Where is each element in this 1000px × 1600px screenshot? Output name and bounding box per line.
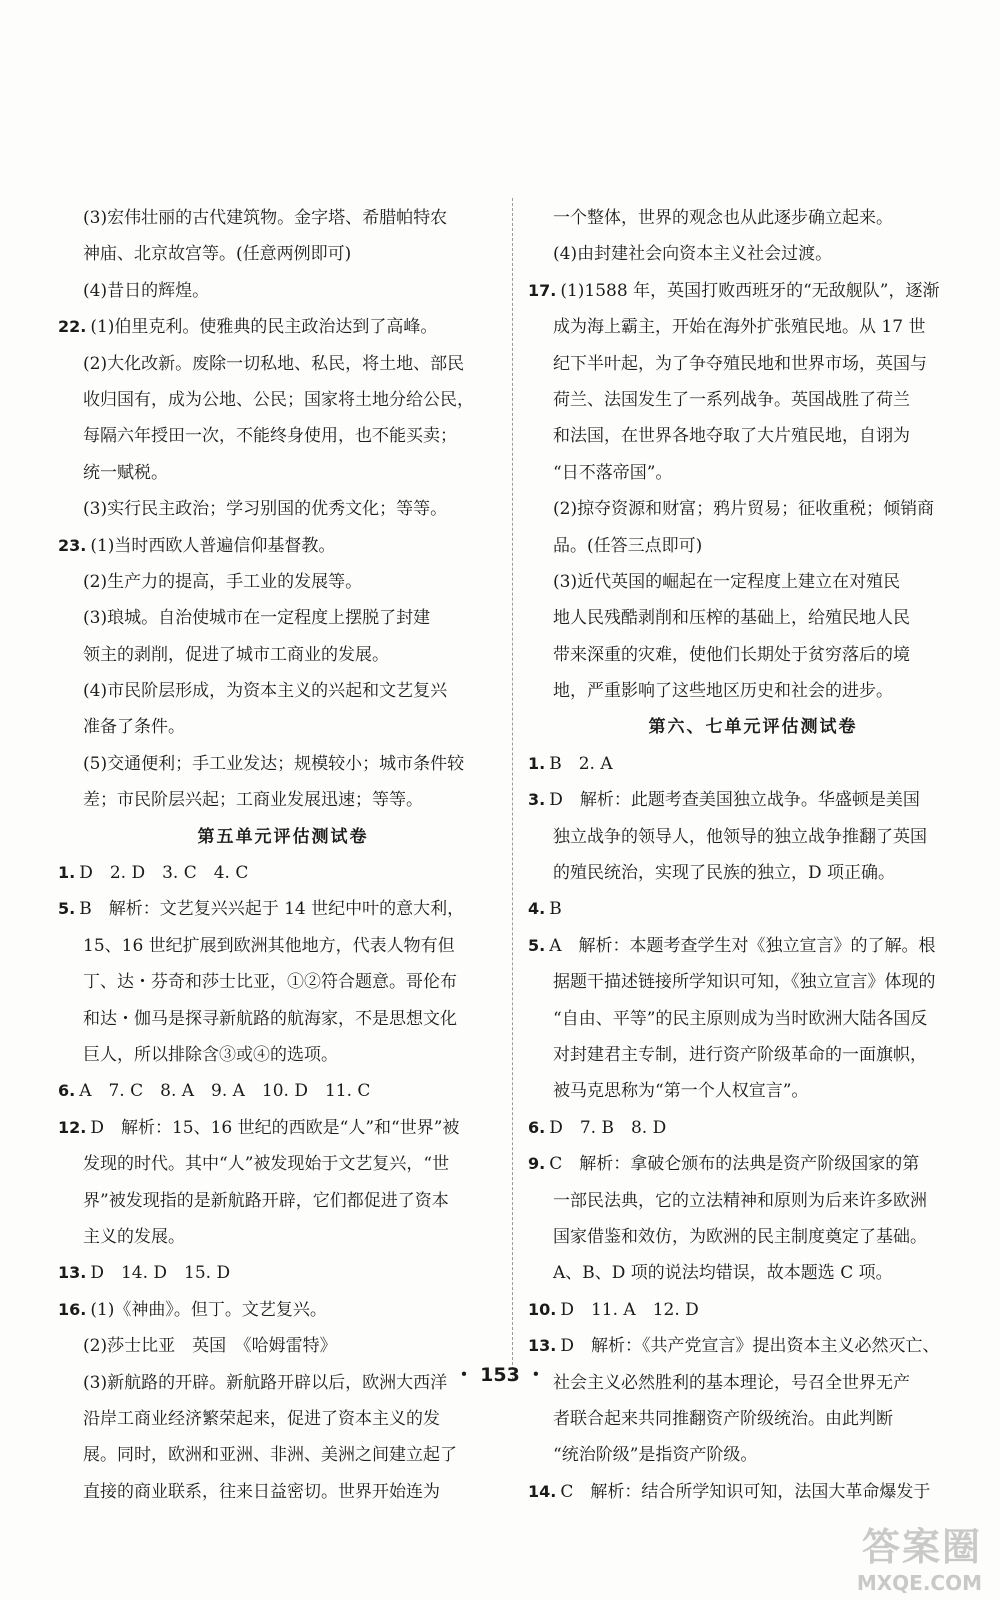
answer-line: [58, 236, 508, 272]
watermark-name: 答案圈: [861, 1525, 982, 1569]
answer-line: [58, 1219, 508, 1255]
line-text: 的殖民统治，实现了民族的独立，D 项正确。: [553, 863, 896, 884]
answer-line: [528, 1437, 978, 1473]
line-text: D 解析：15、16 世纪的西欧是“人”和“世界”被: [90, 1117, 460, 1138]
line-text: A 7. C 8. A 9. A 10. D 11. C: [79, 1081, 371, 1102]
answer-line: [58, 200, 508, 236]
answer-line: [528, 491, 978, 527]
question-number: 13.: [58, 1263, 87, 1283]
answer-line: [528, 1255, 978, 1291]
question-number: 13.: [528, 1336, 557, 1356]
page-number: ・ 153 ・: [454, 1364, 546, 1386]
line-text: B 解析：文艺复兴兴起于 14 世纪中叶的意大利，: [79, 899, 465, 920]
answer-line: [528, 1474, 978, 1510]
question-number: 22.: [58, 317, 87, 337]
question-number: 1.: [58, 863, 76, 883]
answer-line: [528, 1001, 978, 1037]
question-number: 14.: [528, 1481, 557, 1501]
answer-line: [58, 782, 508, 818]
answer-line: [528, 855, 978, 891]
right-column: [528, 200, 978, 1510]
line-text: 独立战争的领导人，他领导的独立战争推翻了英国: [553, 826, 927, 847]
question-number: 23.: [58, 535, 87, 555]
line-text: 沿岸工商业经济繁荣起来，促进了资本主义的发: [83, 1408, 440, 1429]
answer-line: [528, 891, 978, 927]
answer-line: [528, 564, 978, 600]
line-text: 收归国有，成为公地、公民；国家将土地分给公民，: [83, 389, 474, 410]
section-heading: [58, 819, 508, 855]
watermark: [857, 1516, 982, 1595]
answer-line: [528, 273, 978, 309]
line-text: 丁、达・芬奇和莎士比亚，①②符合题意。哥伦布: [83, 972, 457, 993]
line-text: 第五单元评估测试卷: [197, 826, 369, 847]
answer-line: [58, 418, 508, 454]
question-number: 10.: [528, 1299, 557, 1319]
line-text: (2)莎士比亚 英国 《哈姆雷特》: [83, 1336, 337, 1357]
answer-line: [528, 1401, 978, 1437]
answer-line: [58, 1073, 508, 1109]
line-text: (5)交通便利；手工业发达；规模较小；城市条件较: [83, 753, 465, 774]
line-text: 品。(任答三点即可): [553, 535, 703, 556]
line-text: C 解析：结合所学知识可知，法国大革命爆发于: [560, 1481, 931, 1502]
answer-line: [528, 1037, 978, 1073]
line-text: 纪下半叶起，为了争夺殖民地和世界市场，英国与: [553, 353, 927, 374]
line-text: 主义的发展。: [83, 1226, 185, 1247]
line-text: (1)伯里克利。使雅典的民主政治达到了高峰。: [90, 317, 438, 338]
question-number: 12.: [58, 1117, 87, 1137]
answer-line: [58, 637, 508, 673]
answer-line: [58, 1037, 508, 1073]
answer-line: [528, 346, 978, 382]
line-text: 成为海上霸主，开始在海外扩张殖民地。从 17 世: [553, 317, 926, 338]
line-text: A 解析：本题考查学生对《独立宣言》的了解。根: [549, 935, 936, 956]
line-text: B 2. A: [549, 753, 613, 774]
question-number: 3.: [528, 790, 546, 810]
line-text: (4)由封建社会向资本主义社会过渡。: [553, 244, 833, 265]
line-text: 每隔六年授田一次，不能终身使用，也不能买卖；: [83, 426, 457, 447]
line-text: D 解析：此题考查美国独立战争。华盛顿是美国: [549, 790, 920, 811]
question-number: 6.: [58, 1081, 76, 1101]
answer-line: [58, 1292, 508, 1328]
line-text: B: [549, 899, 562, 920]
question-number: 5.: [58, 899, 76, 919]
line-text: 荷兰、法国发生了一系列战争。英国战胜了荷兰: [553, 389, 910, 410]
answer-line: [58, 346, 508, 382]
line-text: 准备了条件。: [83, 717, 185, 738]
line-text: 带来深重的灾难，使他们长期处于贫穷落后的境: [553, 644, 910, 665]
answer-line: [58, 928, 508, 964]
line-text: 一个整体，世界的观念也从此逐步确立起来。: [553, 208, 893, 228]
question-number: 4.: [528, 899, 546, 919]
answer-line: [528, 1292, 978, 1328]
question-number: 6.: [528, 1117, 546, 1137]
answer-line: [58, 491, 508, 527]
line-text: 领主的剥削，促进了城市工商业的发展。: [83, 644, 389, 665]
watermark-url: MXQE.COM: [856, 1571, 982, 1595]
question-number: 16.: [58, 1299, 87, 1319]
answer-line: [58, 1146, 508, 1182]
line-text: (2)掠夺资源和财富；鸦片贸易；征收重税；倾销商: [553, 499, 935, 520]
line-text: “日不落帝国”。: [553, 462, 673, 483]
line-text: 神庙、北京故宫等。(任意两例即可): [83, 244, 352, 265]
line-text: (1)当时西欧人普遍信仰基督教。: [90, 535, 336, 556]
answer-line: [58, 273, 508, 309]
answer-line: [528, 746, 978, 782]
left-column: [58, 200, 508, 1510]
line-text: (3)新航路的开辟。新航路开辟以后，欧洲大西洋: [83, 1372, 448, 1393]
line-text: 15、16 世纪扩展到欧洲其他地方，代表人物有但: [83, 935, 455, 956]
answer-line: [528, 1073, 978, 1109]
answer-line: [58, 309, 508, 345]
answer-line: [528, 1146, 978, 1182]
answer-line: [528, 528, 978, 564]
question-number: 17.: [528, 280, 557, 300]
answer-line: [528, 637, 978, 673]
answer-line: [528, 673, 978, 709]
line-text: 社会主义必然胜利的基本理论，号召全世界无产: [553, 1372, 910, 1393]
line-text: “自由、平等”的民主原则成为当时欧洲大陆各国反: [553, 1008, 928, 1029]
line-text: (1)《神曲》。但丁。文艺复兴。: [90, 1299, 327, 1320]
line-text: D 14. D 15. D: [90, 1263, 231, 1284]
line-text: 展。同时，欧洲和亚洲、非洲、美洲之间建立起了: [83, 1445, 457, 1466]
answer-line: [58, 673, 508, 709]
line-text: 界”被发现指的是新航路开辟，它们都促进了资本: [83, 1190, 449, 1211]
answer-line: [58, 455, 508, 491]
line-text: 第六、七单元评估测试卷: [648, 717, 858, 738]
answer-line: [528, 782, 978, 818]
line-text: D 2. D 3. C 4. C: [79, 863, 249, 884]
line-text: 一部民法典，它的立法精神和原则为后来许多欧洲: [553, 1190, 927, 1211]
line-text: 被马克思称为“第一个人权宣言”。: [553, 1081, 809, 1102]
answer-line: [58, 709, 508, 745]
line-text: 发现的时代。其中“人”被发现始于文艺复兴，“世: [83, 1154, 450, 1175]
line-text: D 7. B 8. D: [549, 1117, 667, 1138]
answer-line: [58, 1437, 508, 1473]
answer-line: [528, 200, 978, 236]
line-text: (3)宏伟壮丽的古代建筑物。金字塔、希腊帕特农: [83, 208, 448, 228]
answer-line: [58, 746, 508, 782]
line-text: 直接的商业联系，往来日益密切。世界开始连为: [83, 1481, 440, 1502]
answer-line: [58, 1255, 508, 1291]
line-text: (3)琅城。自治使城市在一定程度上摆脱了封建: [83, 608, 431, 629]
answer-line: [528, 600, 978, 636]
line-text: (1)1588 年，英国打败西班牙的“无敌舰队”，逐渐: [560, 280, 940, 301]
answer-line: [58, 964, 508, 1000]
section-heading: [528, 709, 978, 745]
answer-line: [528, 928, 978, 964]
question-number: 5.: [528, 935, 546, 955]
line-text: “统治阶级”是指资产阶级。: [553, 1445, 758, 1466]
question-number: 9.: [528, 1154, 546, 1174]
line-text: 对封建君主专制，进行资产阶级革命的一面旗帜，: [553, 1044, 927, 1065]
line-text: C 解析：拿破仑颁布的法典是资产阶级国家的第: [549, 1154, 920, 1175]
answer-line: [58, 855, 508, 891]
answer-line: [58, 1474, 508, 1510]
line-text: 和达・伽马是探寻新航路的航海家，不是思想文化: [83, 1008, 457, 1029]
line-text: (3)近代英国的崛起在一定程度上建立在对殖民: [553, 571, 901, 592]
answer-line: [528, 1110, 978, 1146]
answer-line: [58, 528, 508, 564]
answer-line: [528, 418, 978, 454]
answer-line: [528, 309, 978, 345]
line-text: 差；市民阶层兴起；工商业发展迅速；等等。: [83, 790, 423, 811]
answer-line: [58, 1183, 508, 1219]
line-text: 据题干描述链接所学知识可知，《独立宣言》体现的: [553, 972, 936, 993]
line-text: A、B、D 项的说法均错误，故本题选 C 项。: [553, 1263, 893, 1284]
answer-line: [528, 819, 978, 855]
answer-line: [58, 1401, 508, 1437]
answer-line: [528, 964, 978, 1000]
line-text: 地，严重影响了这些地区历史和社会的进步。: [553, 681, 893, 702]
line-text: (2)大化改新。废除一切私地、私民，将土地、部民: [83, 353, 465, 374]
line-text: 地人民残酷剥削和压榨的基础上，给殖民地人民: [553, 608, 910, 629]
line-text: (2)生产力的提高，手工业的发展等。: [83, 571, 363, 592]
answer-line: [58, 382, 508, 418]
line-text: 和法国，在世界各地夺取了大片殖民地，自诩为: [553, 426, 910, 447]
answer-line: [58, 891, 508, 927]
answer-line: [528, 382, 978, 418]
line-text: 统一赋税。: [83, 462, 168, 483]
answer-line: [528, 1219, 978, 1255]
line-text: 者联合起来共同推翻资产阶级统治。由此判断: [553, 1408, 893, 1429]
question-number: 1.: [528, 753, 546, 773]
line-text: (4)昔日的辉煌。: [83, 280, 210, 301]
line-text: (3)实行民主政治；学习别国的优秀文化；等等。: [83, 499, 448, 520]
answer-line: [58, 1110, 508, 1146]
answer-line: [528, 455, 978, 491]
answer-line: [58, 1001, 508, 1037]
line-text: 国家借鉴和效仿，为欧洲的民主制度奠定了基础。: [553, 1226, 927, 1247]
answer-line: [58, 564, 508, 600]
answer-line: [528, 1183, 978, 1219]
line-text: D 11. A 12. D: [560, 1299, 699, 1320]
line-text: D 解析：《共产党宣言》提出资本主义必然灭亡、: [560, 1336, 940, 1357]
line-text: (4)市民阶层形成，为资本主义的兴起和文艺复兴: [83, 681, 448, 702]
answer-line: [58, 600, 508, 636]
column-divider: [512, 198, 513, 1380]
line-text: 巨人，所以排除含③或④的选项。: [83, 1044, 338, 1065]
answer-line: [528, 236, 978, 272]
